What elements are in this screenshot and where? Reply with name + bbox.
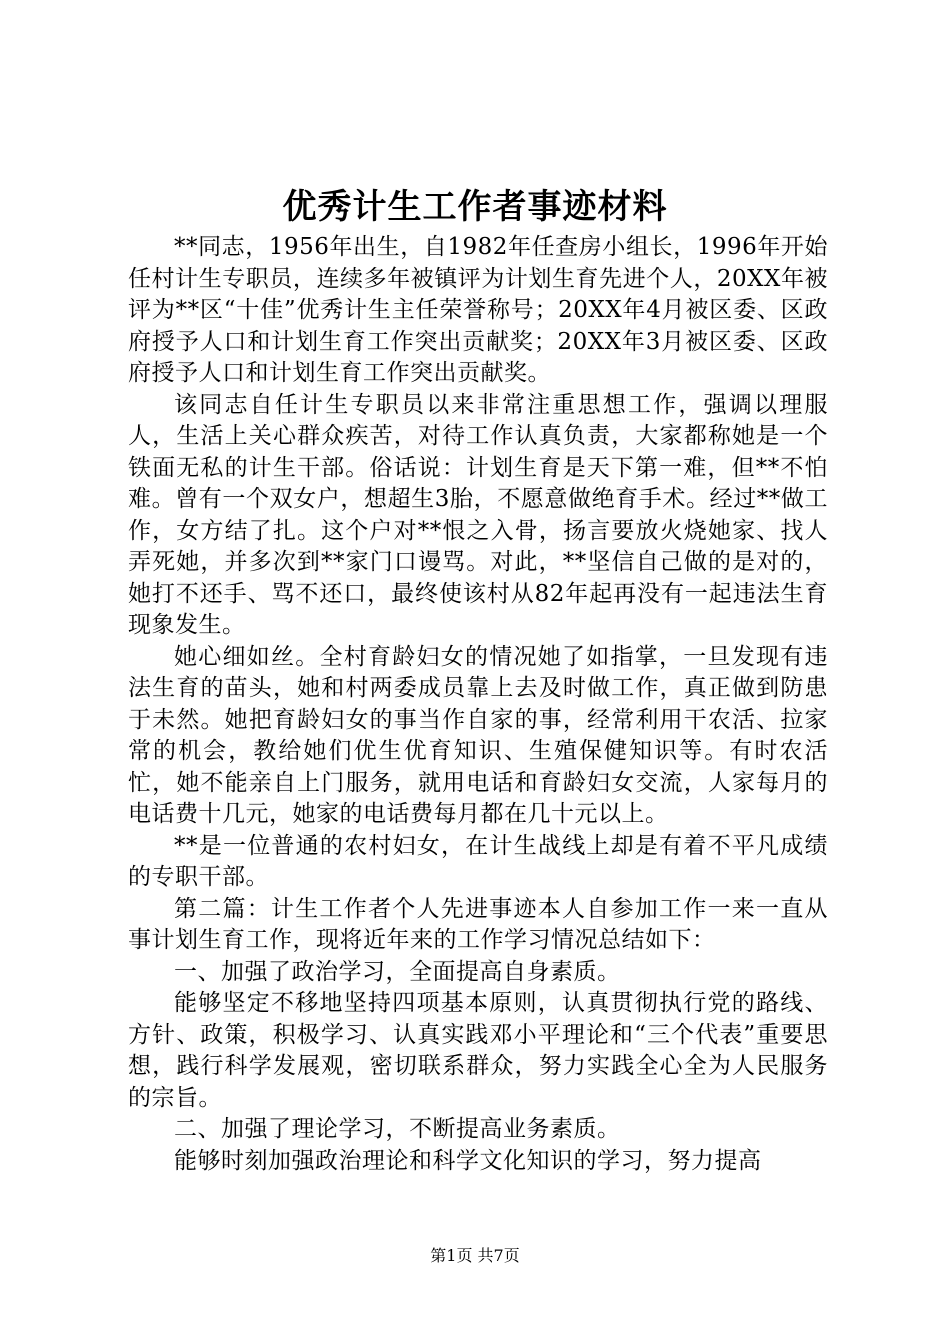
paragraph-7: 能够时刻加强政治理论和科学文化知识的学习，努力提高 — [174, 1147, 762, 1174]
section-heading-1: 一、加强了政治学习，全面提高自身素质。 — [174, 958, 621, 985]
paragraph-3: 她心细如丝。全村育龄妇女的情况她了如指掌，一旦发现有违法生育的苗头，她和村两委成员靠上去及时做工作，真正做到防患于未然。她把育龄妇女的事当作自家的事，经常利用干农活、拉家常的机会，教给她们优生优育知识、生殖保健知识等。有时农活忙，她不能亲自上门服务，就用电话和育龄妇女交流，人家每月的电话费十几元，她家的电话费每月都在几十元以上。 — [128, 643, 828, 827]
paragraph-6: 能够坚定不移地坚持四项基本原则，认真贯彻执行党的路线、方针、政策，积极学习、认真实践邓小平理论和“三个代表”重要思想，践行科学发展观，密切联系群众，努力实践全心全为人民服务的宗旨。 — [128, 990, 828, 1111]
document-body — [128, 232, 828, 1177]
paragraph-5: 第二篇：计生工作者个人先进事迹本人自参加工作一来一直从事计划生育工作，现将近年来的工作学习情况总结如下： — [128, 895, 828, 953]
paragraph-2: 该同志自任计生专职员以来非常注重思想工作，强调以理服人，生活上关心群众疾苦，对待工作认真负责，大家都称她是一个铁面无私的计生干部。俗话说：计划生育是天下第一难，但**不怕难。曾有一个双女户，想超生3胎，不愿意做绝育手术。经过**做工作，女方结了扎。这个户对**恨之入骨，扬言要放火烧她家、找人弄死她，并多次到**家门口谩骂。对此，**坚信自己做的是对的，她打不还手、骂不还口，最终使该村从82年起再没有一起违法生育现象发生。 — [128, 391, 828, 638]
paragraph-1: **同志，1956年出生，自1982年任查房小组长，1996年开始任村计生专职员，连续多年被镇评为计划生育先进个人，20XX年被评为**区“十佳”优秀计生主任荣誉称号；20XX年4月被区委、区政府授予人口和计划生育工作突出贡献奖；20XX年3月被区委、区政府授予人口和计划生育工作突出贡献奖。 — [128, 234, 828, 386]
document-title: 优秀计生工作者事迹材料 — [282, 187, 668, 227]
section-heading-2: 二、加强了理论学习，不断提高业务素质。 — [174, 1116, 621, 1142]
paragraph-4: **是一位普通的农村妇女，在计生战线上却是有着不平凡成绩的专职干部。 — [128, 832, 828, 890]
page-footer: 第1页 共7页 — [430, 1246, 520, 1265]
